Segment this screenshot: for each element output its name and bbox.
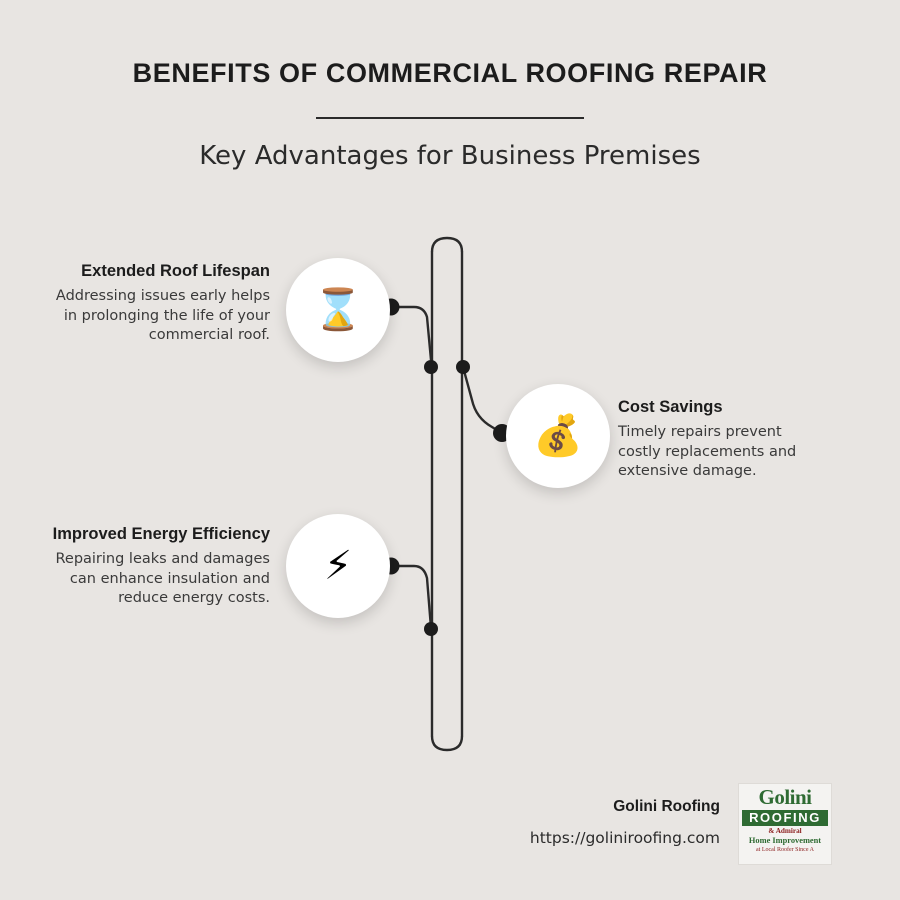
node-cost-savings[interactable] (506, 384, 610, 488)
body-cost-savings: Timely repairs prevent costly replacements and extensive damage. (618, 424, 797, 479)
header (0, 58, 900, 171)
logo-admiral-text: & Admiral (768, 827, 802, 836)
body-extended-roof-lifespan: Addressing issues early helps in prolonging the life of your commercial roof. (55, 288, 270, 343)
logo-roofing-banner: ROOFING (742, 810, 828, 826)
footer-brand-name: Golini Roofing (613, 798, 720, 815)
hourglass-icon: ⌛ (313, 287, 363, 333)
body-improved-energy-efficiency: Repairing leaks and damages can enhance insulation and reduce energy costs. (55, 551, 270, 606)
node-extended-roof-lifespan[interactable] (286, 258, 390, 362)
money-bag-icon: 💰 (533, 413, 583, 459)
logo-name-text: Golini (758, 785, 812, 809)
page-subtitle: Key Advantages for Business Premises (199, 141, 701, 171)
heading-extended-roof-lifespan: Extended Roof Lifespan (81, 262, 270, 280)
page-title: BENEFITS OF COMMERCIAL ROOFING REPAIR (132, 58, 768, 88)
lightning-bolt-icon: ⚡ (323, 543, 353, 589)
company-logo (738, 783, 832, 865)
text-block-improved-energy-efficiency (40, 525, 270, 608)
logo-home-improvement-text: Home Improvement (748, 836, 822, 846)
heading-improved-energy-efficiency: Improved Energy Efficiency (52, 525, 270, 543)
heading-cost-savings: Cost Savings (618, 398, 723, 416)
text-block-cost-savings (618, 398, 828, 481)
node-improved-energy-efficiency[interactable] (286, 514, 390, 618)
footer-website-url[interactable]: https://goliniroofing.com (529, 829, 720, 847)
logo-tagline-text: at Local Roofer Since A (756, 846, 814, 853)
text-block-extended-roof-lifespan (40, 262, 270, 345)
title-divider (316, 117, 584, 119)
